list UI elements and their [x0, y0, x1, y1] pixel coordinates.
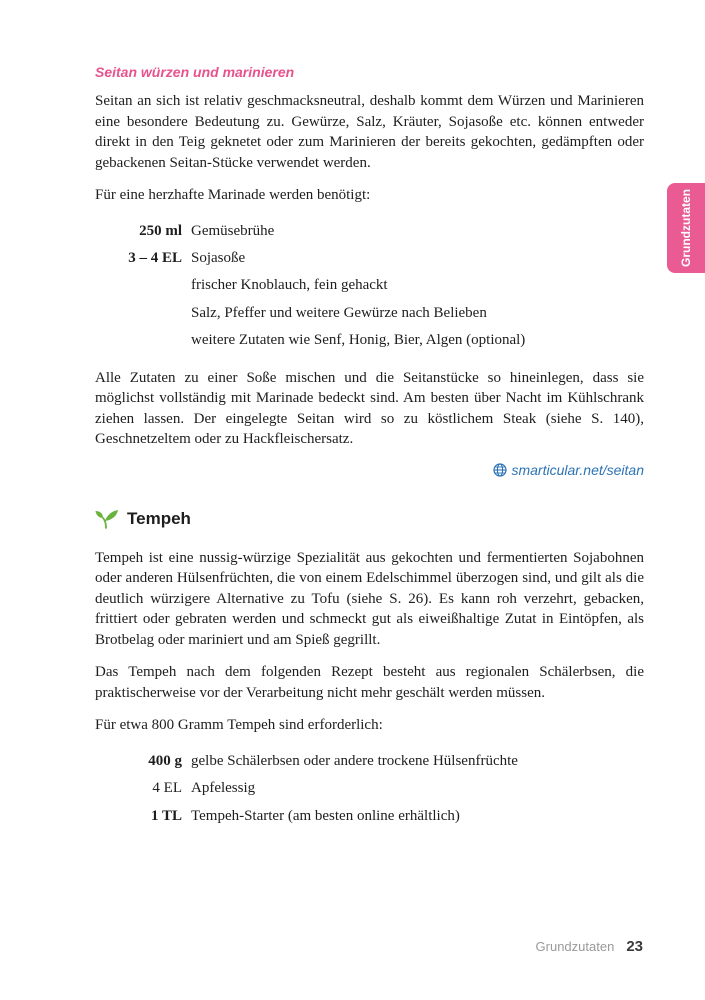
- subsection-heading: Seitan würzen und marinieren: [95, 64, 295, 80]
- tempeh-section-heading: [95, 506, 644, 532]
- ingredient-name: frischer Knoblauch, fein gehackt: [191, 277, 388, 294]
- ingredient-name: Salz, Pfeffer und weitere Gewürze nach Belieben: [191, 304, 487, 321]
- tempeh-intro-paragraph: Tempeh ist eine nussig-würzige Spezialität aus gekochten und fermentierten Sojabohnen oder anderen Hülsenfrüchten, die von einem Edelschimmel überzogen sind, und gilt als die deutlich würzigere Alternative zu Tofu (siehe S. 26). Es kann roh verzehrt, gebacken, frittiert oder gebraten werden und schmeckt gut als eiweißhaltige Zutat in Eintöpfen, als Brotbelag oder mariniert und am Spieß gegrillt.: [95, 549, 644, 648]
- tempeh-recipe-paragraph: Das Tempeh nach dem folgenden Rezept besteht aus regionalen Schälerbsen, die praktischerweise vor der Verarbeitung nicht mehr geschält werden müssen.: [95, 664, 644, 701]
- marinade-ingredient-list: [95, 218, 644, 354]
- chapter-tab-label: Grundzutaten: [679, 189, 693, 267]
- ingredient-row: [95, 245, 644, 272]
- tempeh-quantity-paragraph: Für etwa 800 Gramm Tempeh sind erforderlich:: [95, 717, 383, 734]
- footer-section-name: Grundzutaten: [535, 939, 615, 954]
- page-number: 23: [626, 938, 643, 955]
- page-footer: [536, 938, 643, 955]
- ingredient-row: [95, 327, 644, 354]
- ingredient-row: [95, 272, 644, 299]
- ingredient-name: Apfelessig: [191, 780, 256, 797]
- ingredient-amount: 400 g: [148, 753, 182, 770]
- tempeh-ingredient-list: [95, 748, 644, 830]
- ingredient-amount: 4 EL: [152, 780, 182, 797]
- sprout-icon: [95, 509, 119, 529]
- ingredient-row: [95, 299, 644, 326]
- chapter-tab: [667, 183, 705, 273]
- ingredient-name: Gemüsebrühe: [191, 222, 275, 239]
- ingredient-name: Sojasoße: [191, 249, 246, 266]
- ingredient-row: [95, 748, 644, 775]
- ingredient-amount: 250 ml: [139, 222, 182, 239]
- page-content: [95, 62, 644, 844]
- web-link[interactable]: [95, 462, 644, 484]
- section-title: Tempeh: [127, 508, 191, 528]
- marinade-lead-paragraph: Für eine herzhafte Marinade werden benötigt:: [95, 187, 371, 203]
- ingredient-row: [95, 803, 644, 830]
- ingredient-amount: 3 – 4 EL: [128, 249, 182, 266]
- seitan-intro-paragraph: Seitan an sich ist relativ geschmacksneutral, deshalb kommt dem Würzen und Marinieren eine besondere Bedeutung zu. Gewürze, Salz, Kräuter, Sojasoße etc. können entweder direkt in den Teig geknetet oder zum Marinieren der bereits gekochten, gedämpften oder gebackenen Seitan-Stücke verwendet werden.: [95, 93, 644, 171]
- ingredient-name: Tempeh-Starter (am besten online erhältlich): [191, 807, 460, 824]
- ingredient-row: [95, 218, 644, 245]
- ingredient-name: gelbe Schälerbsen oder andere trockene Hülsenfrüchte: [191, 753, 518, 770]
- globe-icon: [493, 463, 507, 477]
- web-link-text[interactable]: smarticular.net/seitan: [511, 461, 644, 478]
- ingredient-row: [95, 775, 644, 802]
- ingredient-name: weitere Zutaten wie Senf, Honig, Bier, Algen (optional): [191, 331, 526, 348]
- marinade-instructions-paragraph: Alle Zutaten zu einer Soße mischen und die Seitanstücke so hineinlegen, dass sie möglichst vollständig mit Marinade bedeckt sind. Am besten über Nacht im Kühlschrank ziehen lassen. Der eingelegte Seitan wird so zu köstlichem Steak (siehe S. 140), Geschnetzeltem oder zu Hackfleischersatz.: [95, 369, 644, 448]
- ingredient-amount: 1 TL: [151, 807, 182, 824]
